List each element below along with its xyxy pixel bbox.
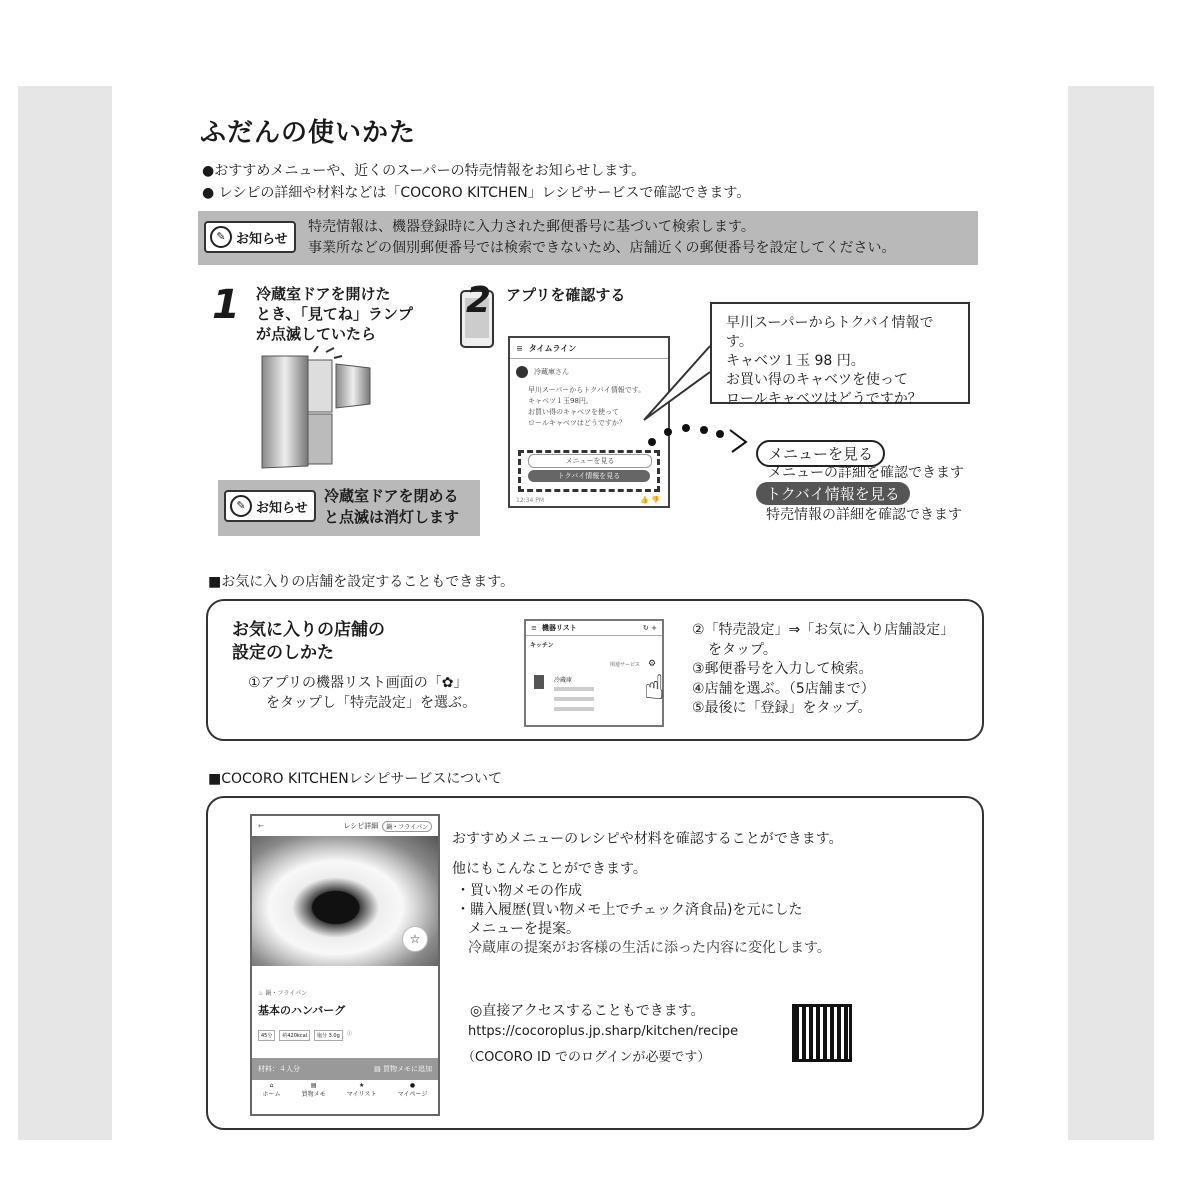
notice-badge xyxy=(204,221,296,253)
recipe-category-label: 鍋・フライパン xyxy=(265,990,308,997)
device-list-screen xyxy=(524,619,664,727)
add-memo-button[interactable] xyxy=(374,1064,432,1074)
tokubai-button-sample: トクバイ情報を見る xyxy=(756,482,910,505)
favorites-step1-part-c: をタップし「特売設定」を選ぶ。 xyxy=(266,695,477,711)
favorites-step2-line-a: ②「特売設定」⇒「お気に入り店舗設定」 xyxy=(692,622,955,638)
recipe-header-tag[interactable]: 鍋・フライパン xyxy=(382,821,432,832)
recipe-header-title: レシピ詳細 xyxy=(343,822,379,830)
recipe-screen xyxy=(250,814,440,1116)
favorites-section-title: ■お気に入りの店舗を設定することもできます。 xyxy=(208,574,515,590)
bubble-line-3: お買い得のキャベツを使って xyxy=(726,372,908,388)
home-icon: ⌂ xyxy=(269,1082,274,1089)
device-list-title: 機器リスト xyxy=(541,624,577,632)
cocoro-feature-2c: 冷蔵庫の提案がお客様の生活に添った内容に変化します。 xyxy=(468,940,831,956)
nav-memo-label: 買物メモ xyxy=(301,1091,326,1098)
notice-line-2: 事業所などの個別郵便番号では検索できないため、店舗近くの郵便番号を設定してください。 xyxy=(308,240,896,256)
page-title: ふだんの使いかた xyxy=(200,118,417,148)
recipe-ingredients-bar xyxy=(252,1058,438,1080)
bubble-line-2: キャベツ１玉 98 円。 xyxy=(726,353,865,369)
menu-button-sample: メニューを見る xyxy=(756,440,885,467)
nav-mylist-label: マイリスト xyxy=(346,1091,377,1098)
nav-home-label: ホーム xyxy=(262,1091,281,1098)
cocoro-login-note: （COCORO ID でのログインが必要です） xyxy=(462,1050,711,1065)
notice-line-1: 特売情報は、機器登録時に入力された郵便番号に基づいて検索します。 xyxy=(308,219,755,235)
step2-text: アプリを確認する xyxy=(506,286,626,304)
pot-icon: ♨ xyxy=(258,990,264,997)
menu-icon[interactable]: ≡ xyxy=(531,624,537,632)
step1-text-line-2: とき、「見てね」ランプ xyxy=(256,305,413,323)
step1-notice-line-1: 冷蔵室ドアを閉める xyxy=(324,487,459,505)
nav-memo[interactable] xyxy=(302,1082,326,1112)
pencil-icon: ✎ xyxy=(210,226,232,248)
cocoro-url[interactable]: https://cocoroplus.jp.sharp/kitchen/recipe xyxy=(468,1024,739,1039)
related-service-link[interactable]: 関連サービス xyxy=(610,662,641,668)
star-icon[interactable]: ☆ xyxy=(402,926,428,952)
person-icon: ● xyxy=(409,1082,416,1089)
step1-notice-badge-label: お知らせ xyxy=(256,500,308,516)
timeline-msg-3: お買い得のキャベツを使って xyxy=(528,408,619,416)
favorites-step5: ⑤最後に「登録」をタップ。 xyxy=(692,700,872,716)
intro-bullet-1: ●おすすめメニューや、近くのスーパーの特売情報をお知らせします。 xyxy=(202,163,646,179)
recipe-stats xyxy=(258,1030,352,1041)
star-icon: ★ xyxy=(358,1082,365,1089)
step1-text xyxy=(256,284,413,344)
bubble-line-1: 早川スーパーからトクバイ情報です。 xyxy=(726,315,934,350)
recipe-time: 45分 xyxy=(258,1030,275,1041)
recipe-name: 基本のハンバーグ xyxy=(258,1004,346,1017)
menu-desc: メニューの詳細を確認できます xyxy=(768,465,964,481)
device-list-item[interactable]: 冷蔵庫 xyxy=(554,677,573,684)
avatar xyxy=(516,366,528,378)
cart-icon: ▤ xyxy=(374,1065,381,1073)
cocoro-features xyxy=(456,882,831,958)
cocoro-feature-2b: メニューを提案。 xyxy=(468,921,580,937)
step1-notice-line-2: と点滅は消灯します xyxy=(324,508,460,526)
fridge-icon xyxy=(534,675,544,689)
refresh-add-icon[interactable]: ↻ + xyxy=(642,624,657,632)
memo-icon: ▤ xyxy=(310,1082,317,1089)
intro-bullet-2: ● レシピの詳細や材料などは「COCORO KITCHEN」レシピサービスで確認できます。 xyxy=(202,185,751,201)
recipe-salt: 塩分 3.0g xyxy=(314,1030,343,1041)
cocoro-box xyxy=(206,796,984,1130)
timeline-msg-4: ロールキャベツはどうですか？ xyxy=(528,419,626,427)
bottom-nav xyxy=(252,1082,438,1112)
favorites-box xyxy=(206,599,984,741)
step1-text-line-3: が点滅していたら xyxy=(256,325,377,343)
gear-icon: ✿ xyxy=(441,675,454,691)
favorites-step1 xyxy=(248,673,476,713)
nav-mylist[interactable] xyxy=(347,1082,377,1112)
cocoro-desc-1: おすすめメニューのレシピや材料を確認することができます。 xyxy=(452,831,843,847)
step1-notice-text xyxy=(324,486,459,528)
cocoro-feature-1: ・買い物メモの作成 xyxy=(456,883,582,899)
fridge-illustration xyxy=(250,346,380,472)
hand-pointer-icon: ☝ xyxy=(644,668,665,708)
cocoro-feature-2a: ・購入履歴(買い物メモ上でチェック済食品)を元にした xyxy=(456,902,803,918)
right-margin xyxy=(1068,86,1154,1140)
qr-code-icon[interactable] xyxy=(792,1004,852,1062)
dotted-arrow-icon xyxy=(644,418,754,458)
left-margin xyxy=(18,86,112,1140)
pencil-icon: ✎ xyxy=(230,495,252,517)
favorites-steps-2-5 xyxy=(692,621,954,719)
timeline-msg-2: キャベツ１玉98円。 xyxy=(528,397,593,405)
step1-number: 1 xyxy=(212,282,240,328)
nav-mypage[interactable] xyxy=(398,1082,428,1112)
favorites-step1-part-a: ①アプリの機器リスト画面の「 xyxy=(248,675,442,691)
recipe-header xyxy=(252,816,438,837)
favorites-step2-line-b: をタップ。 xyxy=(708,641,777,658)
recipe-servings: 材料：４人分 xyxy=(258,1065,300,1073)
timeline-tokubai-button[interactable]: トクバイ情報を見る xyxy=(528,470,650,482)
timeline-menu-button[interactable]: メニューを見る xyxy=(528,454,652,468)
favorites-step3: ③郵便番号を入力して検索。 xyxy=(692,661,873,677)
notice-bar xyxy=(198,211,978,265)
menu-icon[interactable]: ≡ xyxy=(516,343,523,353)
favorites-title-line-2: 設定のしかた xyxy=(232,643,334,663)
recipe-category xyxy=(258,988,307,997)
tokubai-desc: 特売情報の詳細を確認できます xyxy=(766,507,962,523)
favorites-title-line-1: お気に入りの店舗の xyxy=(232,620,385,640)
favorites-step4: ④店舗を選ぶ。（5店舗まで） xyxy=(692,680,875,697)
step1-notice xyxy=(218,480,480,536)
favorites-box-title xyxy=(232,619,385,665)
cocoro-desc-2: 他にもこんなことができます。 xyxy=(452,861,647,877)
step1-text-line-1: 冷蔵室ドアを開けた xyxy=(256,285,391,303)
nav-home[interactable] xyxy=(263,1082,281,1112)
nav-mypage-label: マイページ xyxy=(397,1091,428,1098)
help-icon[interactable]: ⓘ xyxy=(346,1031,352,1037)
step1-notice-badge xyxy=(224,490,316,522)
speech-bubble xyxy=(710,302,970,407)
step2-number: 2 xyxy=(466,280,492,321)
gear-icon[interactable]: ⚙ xyxy=(648,659,657,669)
timeline-header-title: タイムライン xyxy=(528,343,577,353)
add-memo-label: 買物メモに追加 xyxy=(383,1065,432,1073)
device-list-header xyxy=(526,621,662,636)
back-arrow-icon[interactable]: ← xyxy=(258,822,264,830)
device-list-tab: キッチン xyxy=(530,642,554,649)
timeline-time: 12:34 PM xyxy=(516,497,544,504)
timeline-user-name: 冷蔵庫さん xyxy=(534,368,569,376)
cocoro-access: ◎直接アクセスすることもできます。 xyxy=(470,1003,705,1019)
timeline-msg-1: 早川スーパーからトクバイ情報です。 xyxy=(528,386,646,394)
bubble-line-4: ロールキャベツはどうですか？ xyxy=(726,391,922,407)
thumb-icons[interactable]: 👍 👎 xyxy=(640,496,660,504)
recipe-kcal: 約420kcal xyxy=(279,1030,310,1041)
notice-text xyxy=(308,217,895,259)
cocoro-section-title: ■COCORO KITCHENレシピサービスについて xyxy=(208,771,503,787)
favorites-step1-part-b: 」 xyxy=(453,675,468,691)
notice-badge-label: お知らせ xyxy=(236,231,288,247)
